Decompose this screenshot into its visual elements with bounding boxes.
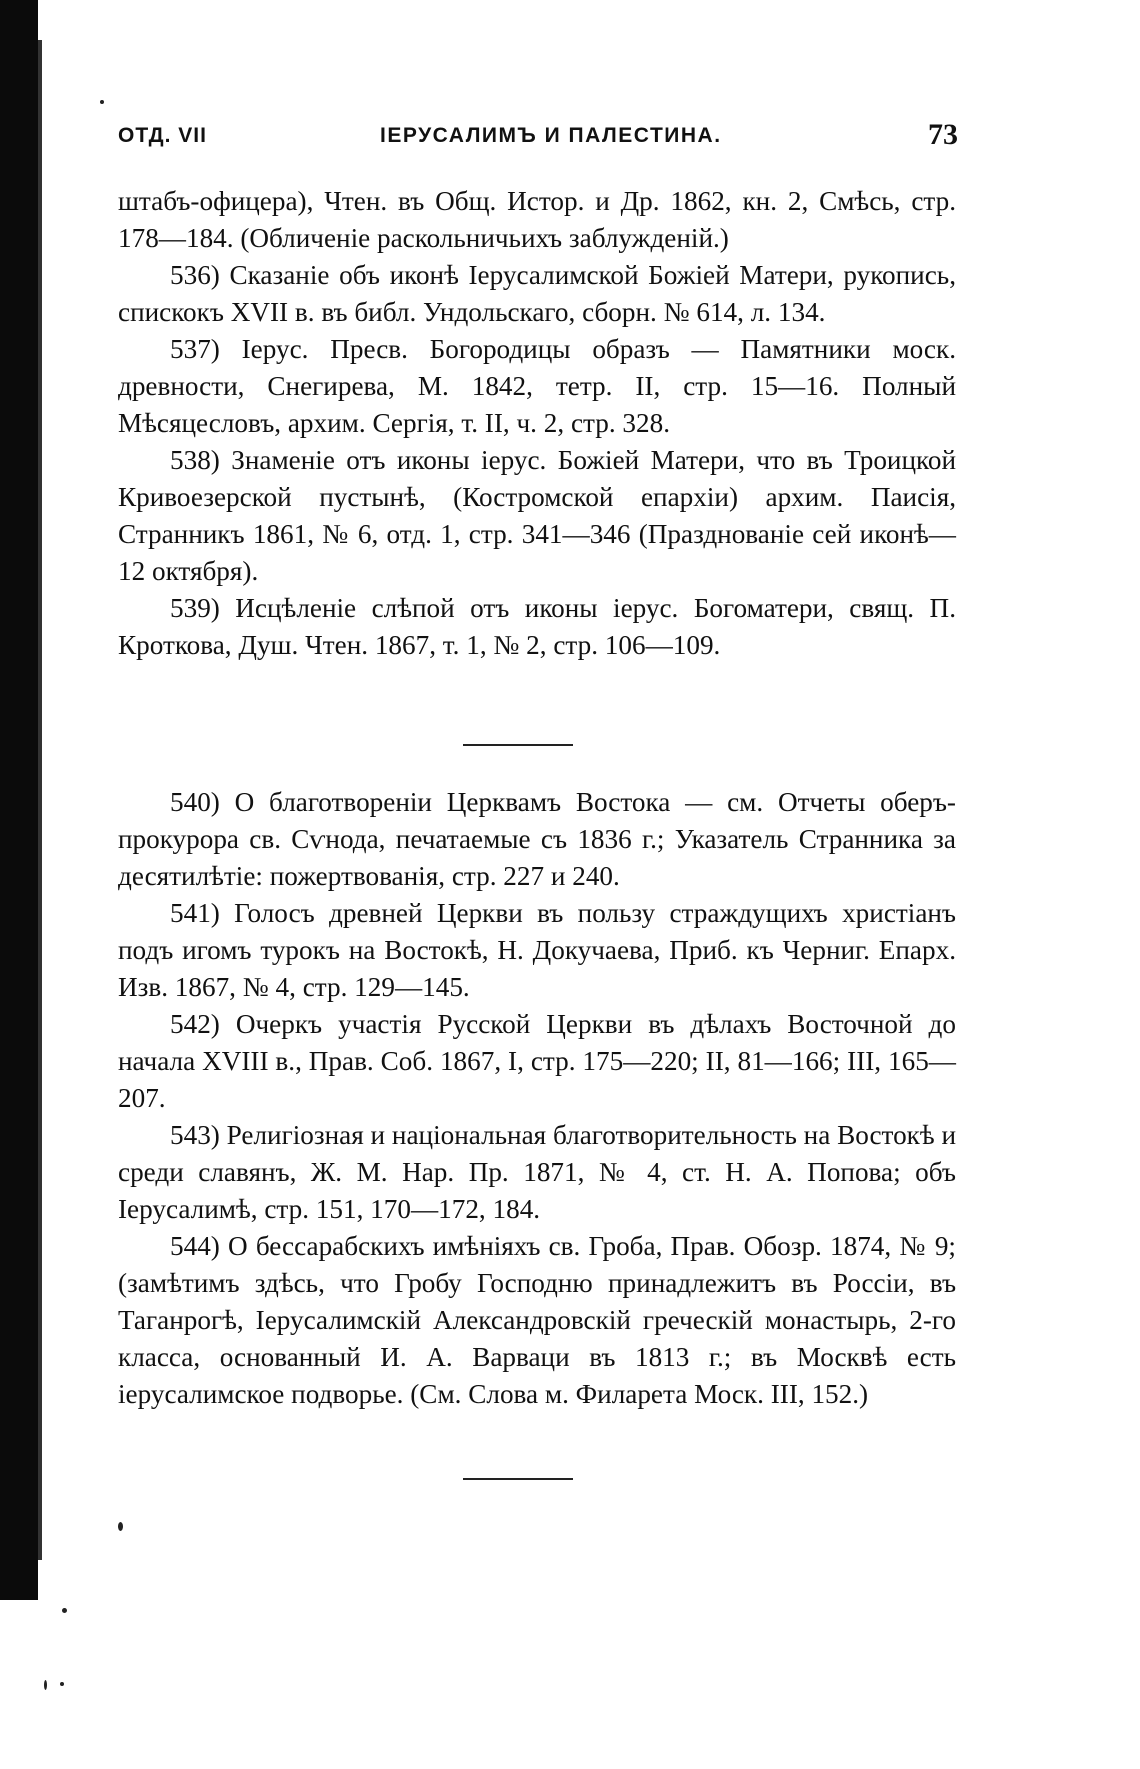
entries-block-1 xyxy=(118,183,956,664)
entry-544: 544) О бессарабскихъ имѣніяхъ св. Гроба, Прав. Обозр. 1874, № 9; (замѣтимъ здѣсь, что Гробу Господню принадлежитъ въ Россіи, въ Таганрогѣ, Іерусалимскій Александровскій греческій монастырь, 2-го класса, основанный И. А. Варваци въ 1813 г.; въ Москвѣ есть іерусалимское подворье. (См. Слова м. Филарета Моск. III, 152.) xyxy=(118,1231,956,1409)
page-binding-shadow xyxy=(38,40,42,1560)
entry-continuation: штабъ-офицера), Чтен. въ Общ. Истор. и Др. 1862, кн. 2, Смѣсь, стр. 178—184. (Обличеніе раскольничьихъ заблужденій.) xyxy=(118,186,956,253)
entries-block-2 xyxy=(118,784,956,1413)
entry-543: 543) Религіозная и національная благотворительность на Востокѣ и среди славянъ, Ж. М. Нар. Пр. 1871, № 4, ст. Н. А. Попова; объ Іерусалимѣ, стр. 151, 170—172, 184. xyxy=(118,1120,956,1224)
entry-541: 541) Голосъ древней Церкви въ пользу страждущихъ христіанъ подъ игомъ турокъ на Востокѣ, Н. Докучаева, Приб. къ Черниг. Епарх. Изв. 1867, № 4, стр. 129—145. xyxy=(118,898,956,1002)
ink-speck xyxy=(60,1682,64,1686)
ink-speck xyxy=(62,1608,67,1613)
entry-537: 537) Іерус. Пресв. Богородицы образъ — Памятники моск. древности, Снегирева, М. 1842, тетр. II, стр. 15—16. Полный Мѣсяцесловъ, архим. Сергія, т. II, ч. 2, стр. 328. xyxy=(118,334,956,438)
ink-speck xyxy=(118,1522,123,1531)
page-number: 73 xyxy=(928,118,958,151)
end-divider xyxy=(463,1478,573,1480)
entry-538: 538) Знаменіе отъ иконы іерус. Божіей Матери, что въ Троицкой Кривоезерской пустынѣ, (Костромской епархіи) архим. Паисія, Странникъ 1861, № 6, отд. 1, стр. 341—346 (Празднованіе сей иконѣ—12 октября). xyxy=(118,445,956,586)
running-title: ІЕРУСАЛИМЪ И ПАЛЕСТИНА. xyxy=(380,124,722,147)
ink-speck xyxy=(100,100,104,104)
entry-539: 539) Исцѣленіе слѣпой отъ иконы іерус. Богоматери, свящ. П. Кроткова, Душ. Чтен. 1867, т. 1, № 2, стр. 106—109. xyxy=(118,593,956,660)
entry-542: 542) Очеркъ участія Русской Церкви въ дѣлахъ Восточной до начала XVIII в., Прав. Соб. 1867, I, стр. 175—220; II, 81—166; III, 165—207. xyxy=(118,1009,956,1113)
entry-540: 540) О благотвореніи Церквамъ Востока — см. Отчеты оберъ-прокурора св. Сѵнода, печатаемые съ 1836 г.; Указатель Странника за десятилѣтіе: пожертвованія, стр. 227 и 240. xyxy=(118,787,956,891)
section-divider xyxy=(463,744,573,746)
entry-536: 536) Сказаніе объ иконѣ Іерусалимской Божіей Матери, рукопись, спискокъ XVII в. въ библ. Ундольскаго, сборн. № 614, л. 134. xyxy=(118,260,956,327)
running-head xyxy=(118,118,958,158)
section-label: ОТД. VII xyxy=(118,124,207,147)
page-binding-edge xyxy=(0,0,38,1600)
ink-speck xyxy=(44,1680,47,1690)
